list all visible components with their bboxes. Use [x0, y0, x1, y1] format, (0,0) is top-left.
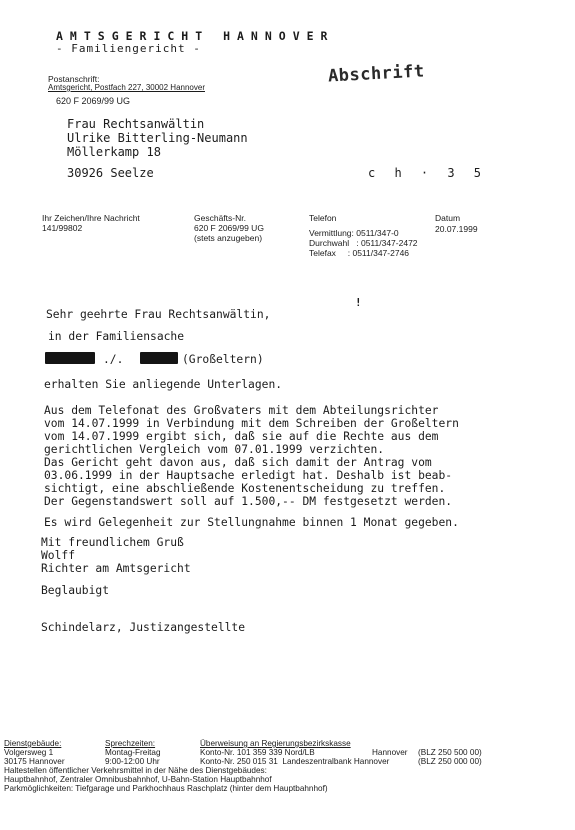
redaction-block — [45, 352, 95, 364]
parking-line: Parkmöglichkeiten: Tiefgarage und Parkhochhaus Raschplatz (hinter dem Hauptbahnhof) — [4, 784, 328, 793]
parties-separator: ./. — [103, 353, 124, 366]
paragraph-line: Aus dem Telefonat des Großvaters mit dem Abteilungsrichter — [44, 404, 439, 417]
clerk-line: Schindelarz, Justizangestellte — [41, 621, 246, 634]
statement-line: Es wird Gelegenheit zur Stellungnahme binnen 1 Monat gegeben. — [44, 516, 459, 529]
paragraph-line: vom 14.07.1999 in Verbindung mit dem Schreiben der Großeltern — [44, 417, 459, 430]
recipient-line-2: Ulrike Bitterling-Neumann — [67, 131, 248, 145]
file-value: 620 F 2069/99 UG — [194, 223, 264, 233]
scan-mark: ! — [355, 296, 362, 309]
court-subtitle: - Familiengericht - — [56, 42, 201, 55]
phone-label: Telefon — [309, 213, 337, 223]
postal-label: Postanschrift: — [48, 74, 100, 84]
phone-line: Vermittlung: 0511/347-0 — [309, 228, 399, 238]
matter-line: in der Familiensache — [48, 330, 185, 343]
paragraph-line: gerichtlichen Vergleich vom 07.01.1999 verzichten. — [44, 443, 385, 456]
recipient-line-3: Möllerkamp 18 — [67, 145, 161, 159]
salutation: Sehr geehrte Frau Rechtsanwältin, — [46, 308, 271, 321]
phone-line: Durchwahl : 0511/347-2472 — [309, 238, 418, 248]
signer-name: Wolff — [41, 549, 76, 562]
account-1: Konto-Nr. 101 359 339 Nord/LB — [200, 748, 315, 757]
redaction-block — [140, 352, 178, 364]
your-ref-label: Ihr Zeichen/Ihre Nachricht — [42, 213, 140, 223]
paragraph-line: sichtigt, eine abschließende Kostenentscheidung zu treffen. — [44, 482, 446, 495]
building-street: Volgersweg 1 — [4, 748, 54, 757]
paragraph-line: 03.06.1999 in der Hauptsache erledigt hat. Deshalb ist beab- — [44, 469, 453, 482]
transit-stops: Hauptbahnhof, Zentraler Omnibusbahnhof, U-Bahn-Station Hauptbahnhof — [4, 775, 272, 784]
certified-label: Beglaubigt — [41, 584, 110, 597]
paragraph-line: vom 14.07.1999 ergibt sich, daß sie auf die Rechte aus dem — [44, 430, 439, 443]
transfer-label: Überweisung an Regierungsbezirkskasse — [200, 739, 351, 748]
account-1-blz: (BLZ 250 500 00) — [418, 748, 482, 757]
court-name: AMTSGERICHT HANNOVER — [56, 29, 335, 43]
date-value: 20.07.1999 — [435, 224, 478, 234]
account-2-blz: (BLZ 250 000 00) — [418, 757, 482, 766]
postal-file-number: 620 F 2069/99 UG — [56, 96, 131, 106]
closing: Mit freundlichem Gruß — [41, 536, 184, 549]
phone-line: Telefax : 0511/347-2746 — [309, 248, 410, 258]
signer-title: Richter am Amtsgericht — [41, 562, 191, 575]
building-label: Dienstgebäude: — [4, 739, 62, 748]
copy-stamp: Abschrift — [327, 61, 426, 87]
building-city: 30175 Hannover — [4, 757, 65, 766]
account-1-city: Hannover — [372, 748, 408, 757]
transit-line: Haltestellen öffentlicher Verkehrsmittel in der Nähe des Dienstgebäudes: — [4, 766, 267, 775]
paragraph-line: Das Gericht geht davon aus, daß sich damit der Antrag vom — [44, 456, 432, 469]
account-2: Konto-Nr. 250 015 31 Landeszentralbank Hannover — [200, 757, 390, 766]
date-label: Datum — [435, 213, 461, 223]
recipient-line-1: Frau Rechtsanwältin — [67, 117, 205, 131]
file-label: Geschäfts-Nr. — [194, 213, 246, 223]
hours-time: 9:00-12:00 Uhr — [105, 757, 160, 766]
recipient-code: c h · 3 5 — [368, 166, 488, 180]
parties-end: (Großeltern) — [182, 353, 264, 366]
enclosure-line: erhalten Sie anliegende Unterlagen. — [44, 378, 283, 391]
paragraph-line: Der Gegenstandswert soll auf 1.500,-- DM festgesetzt werden. — [44, 495, 453, 508]
hours-label: Sprechzeiten: — [105, 739, 156, 748]
postal-address: Amtsgericht, Postfach 227, 30002 Hannover — [48, 83, 205, 92]
your-ref-value: 141/99802 — [42, 223, 83, 233]
recipient-city: 30926 Seelze — [67, 166, 154, 180]
hours-days: Montag-Freitag — [105, 748, 161, 757]
file-note: (stets anzugeben) — [194, 233, 263, 243]
